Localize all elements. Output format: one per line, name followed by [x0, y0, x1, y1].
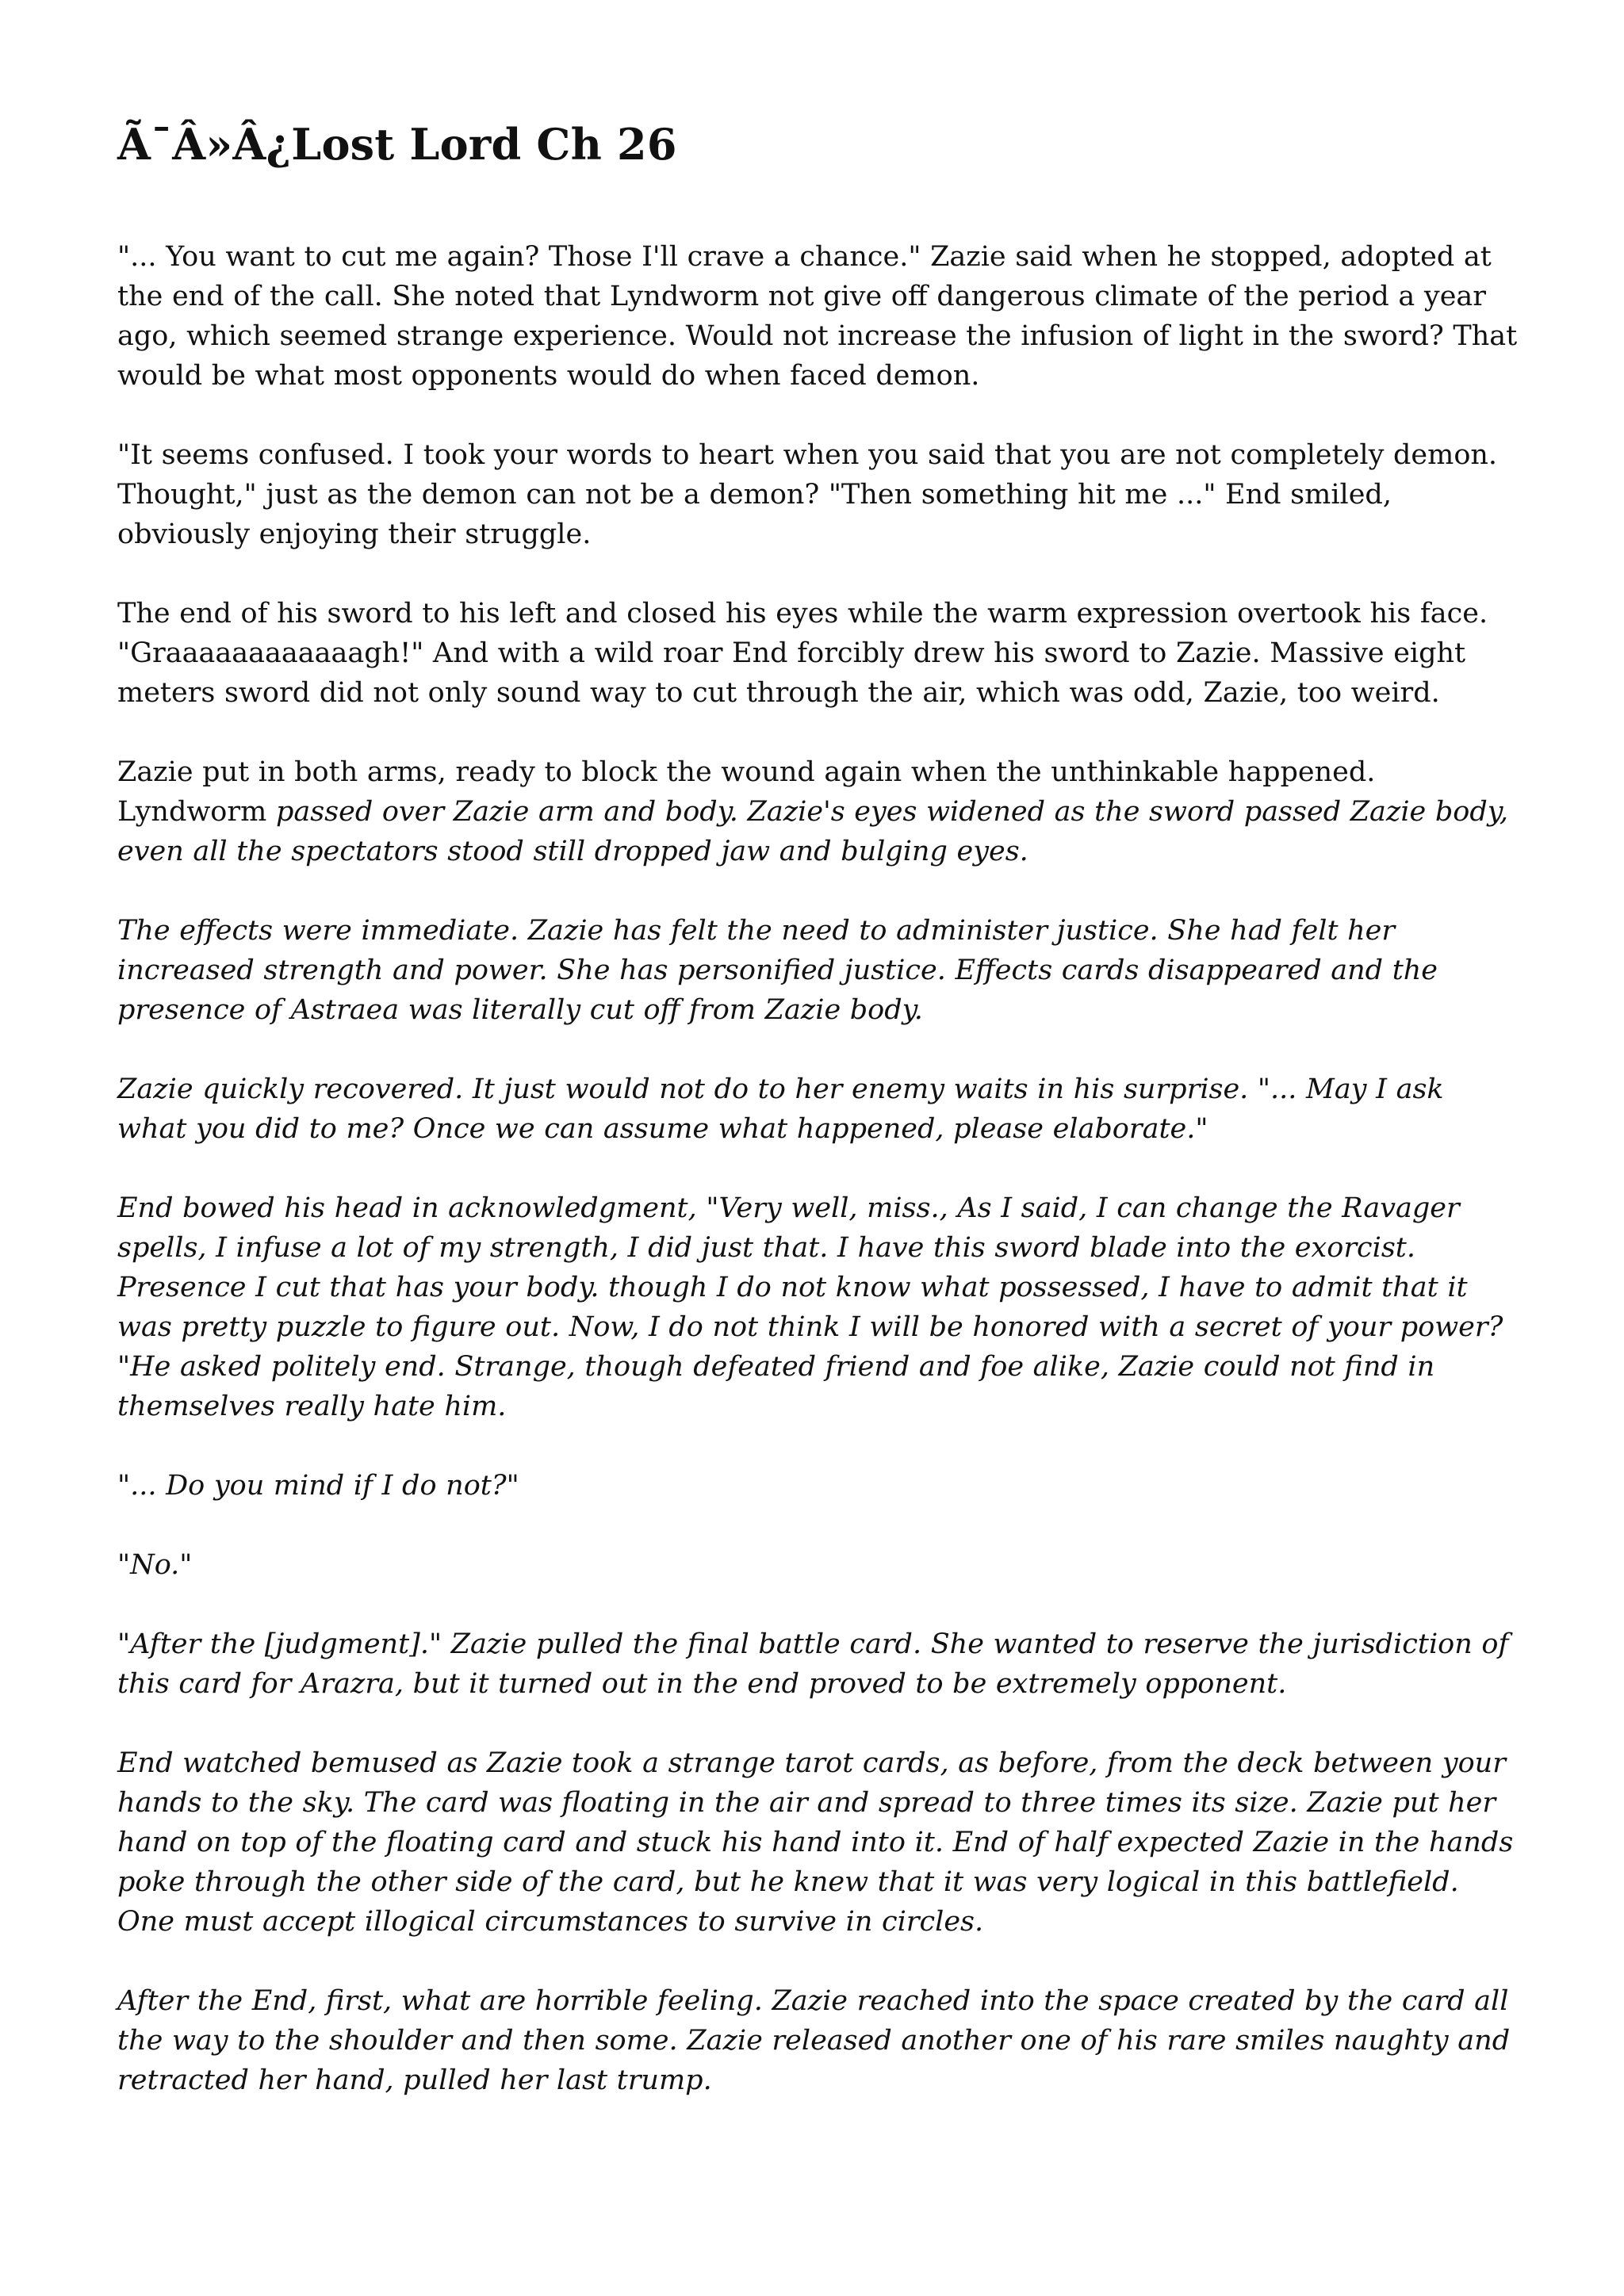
- paragraph-3: [117, 594, 1521, 713]
- paragraph-italic-text: passed over Zazie arm and body. Zazie's eyes widened as the sword passed Zazie body, even all the spectators stood still dropped jaw and bulging eyes.: [117, 795, 1509, 867]
- document-page: [117, 119, 1521, 2140]
- paragraph-italic-text: The effects were immediate. Zazie has felt the need to administer justice. She had felt her increased strength and power. She has personified justice. Effects cards disappeared and the presence of Astraea was literally cut off from Zazie body.: [117, 914, 1438, 1026]
- paragraph-6: [117, 1070, 1521, 1149]
- paragraph-10: [117, 1624, 1521, 1704]
- paragraph-italic-text: Zazie quickly recovered. It just would not do to her enemy waits in his surprise. "... May I ask what you did to me? Once we can assume what happened, please elaborate.": [117, 1073, 1444, 1145]
- paragraph-5: [117, 911, 1521, 1030]
- paragraph-9: [117, 1545, 1521, 1585]
- document-title: Ã¯Â»Â¿Lost Lord Ch 26: [117, 119, 677, 170]
- paragraph-italic-text: End bowed his head in acknowledgment, "Very well, miss., As I said, I can change the Ravager spells, I infuse a lot of my strength, I did just that. I have this sword blade into the exorcist. Presence I cut that has your body. though I do not know what possessed, I have to admit that it was pretty puzzle to figure out. Now, I do not think I will be honored with a secret of your power? "He asked politely end. Strange, though defeated friend and foe alike, Zazie could not find in themselves really hate him.: [117, 1192, 1503, 1422]
- paragraph-italic-text: End watched bemused as Zazie took a strange tarot cards, as before, from the deck between your hands to the sky. The card was floating in the air and spread to three times its size. Zazie put her hand on top of the floating card and stuck his hand into it. End of half expected Zazie in the hands poke through the other side of the card, but he knew that it was very logical in this battlefield. One must accept illogical circumstances to survive in circles.: [117, 1747, 1514, 1938]
- paragraph-italic-text: "... Do you mind if I do not?": [117, 1469, 519, 1502]
- paragraph-2: [117, 435, 1521, 554]
- paragraph-text: "... You want to cut me again? Those I'll crave a chance." Zazie said when he stopped, adopted at the end of the call. She noted that Lyndworm not give off dangerous climate of the period a year ago, which seemed strange experience. Would not increase the infusion of light in the sword? That would be what most opponents would do when faced demon.: [117, 240, 1518, 392]
- paragraph-text: The end of his sword to his left and closed his eyes while the warm expression overtook his face. "Graaaaaaaaaaaagh!" And with a wild roar End forcibly drew his sword to Zazie. Massive eight meters sword did not only sound way to cut through the air, which was odd, Zazie, too weird.: [117, 597, 1488, 709]
- paragraph-italic-text: "After the [judgment]." Zazie pulled the final battle card. She wanted to reserve the jurisdiction of this card for Arazra, but it turned out in the end proved to be extremely opponent.: [117, 1628, 1509, 1700]
- paragraph-7: [117, 1188, 1521, 1426]
- paragraph-12: [117, 1981, 1521, 2100]
- paragraph-italic-text: "No.": [117, 1548, 193, 1581]
- paragraph-italic-text: After the End, first, what are horrible feeling. Zazie reached into the space created by the card all the way to the shoulder and then some. Zazie released another one of his rare smiles naughty and retracted her hand, pulled her last trump.: [117, 1984, 1511, 2096]
- paragraph-11: [117, 1743, 1521, 1942]
- paragraph-1: [117, 237, 1521, 396]
- paragraph-4: [117, 752, 1521, 871]
- paragraph-text: "It seems confused. I took your words to heart when you said that you are not completely demon. Thought," just as the demon can not be a demon? "Then something hit me ..." End smiled, obviously enjoying their struggle.: [117, 438, 1498, 550]
- paragraph-8: [117, 1466, 1521, 1506]
- paragraph-text: Zazie put in both arms, ready to block the wound again when the unthinkable happened. Lyndworm: [117, 756, 1376, 828]
